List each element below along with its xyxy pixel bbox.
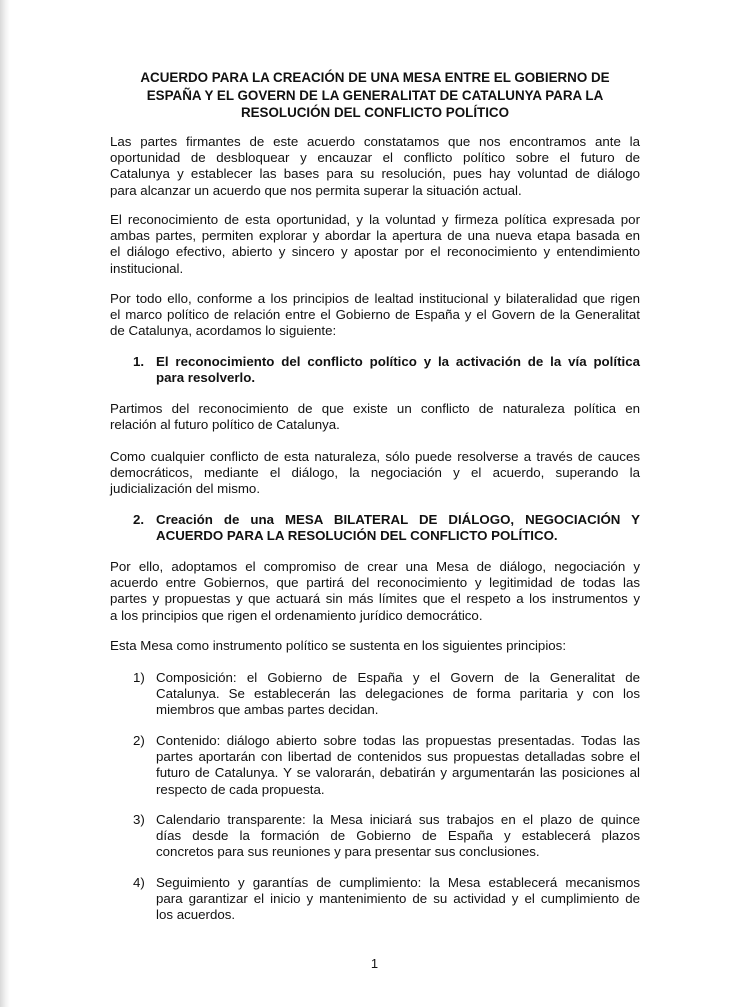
text-line: Composición: el Gobierno de España y el Govern de la Generalitat de [156,670,640,685]
title-line: ESPAÑA Y EL GOVERN DE LA GENERALITAT DE CATALUNYA PARA LA [146,87,604,103]
heading-line: ACUERDO PARA LA RESOLUCIÓN DEL CONFLICTO POLÍTICO. [156,528,558,544]
text-line: Contenido: diálogo abierto sobre todas las propuestas presentadas. Todas las [156,733,640,748]
section-1-paragraph-1 [110,401,640,433]
document-title [110,69,640,122]
text-line: el marco político de relación entre el Gobierno de España y el Govern de la Generalitat [110,307,640,323]
text-line: institucional. [110,260,184,276]
text-line: Las partes firmantes de este acuerdo constatamos que nos encontramos ante la [110,134,640,149]
intro-paragraph-3 [110,291,640,340]
principle-number: 4) [133,875,145,890]
text-line: Como cualquier conflicto de esta naturaleza, sólo puede resolverse a través de cauces [110,449,640,464]
principle-item-2 [133,733,640,798]
intro-paragraph-2 [110,212,640,277]
text-line: ambas partes, permiten explorar y abordar la apertura de una nueva etapa basada en [110,228,640,244]
heading-line: para resolverlo. [156,370,256,386]
text-line: Catalunya y establecer las bases para su resolución, pues hay voluntad de diálogo [110,166,640,182]
text-line: oportunidad de desbloquear y encauzar el conflicto político sobre el futuro de [110,150,640,166]
title-line: ACUERDO PARA LA CREACIÓN DE UNA MESA ENTRE EL GOBIERNO DE [140,70,610,85]
section-2-paragraph-2 [110,638,640,654]
text-line: los acuerdos. [156,907,236,923]
heading-line: El reconocimiento del conflicto político y la activación de la vía política [156,354,640,369]
principle-item-3 [133,812,640,861]
principle-number: 2) [133,733,145,748]
principle-item-4 [133,875,640,924]
text-line: a los principios que rigen el ordenamiento jurídico democrático. [110,607,483,623]
text-line: acuerdo entre Gobiernos, que partirá del reconocimiento y legitimidad de todas las [110,575,640,591]
section-2-paragraph-1 [110,559,640,624]
heading-line: Creación de una MESA BILATERAL DE DIÁLOGO, NEGOCIACIÓN Y [156,512,640,527]
text-line: Por ello, adoptamos el compromiso de crear una Mesa de diálogo, negociación y [110,559,640,574]
text-line: concretos para sus reuniones y para presentar sus conclusiones. [156,844,540,860]
text-line: de Catalunya, acordamos lo siguiente: [110,323,337,339]
text-line: Calendario transparente: la Mesa iniciará sus trabajos en el plazo de quince [156,812,640,827]
text-line: Por todo ello, conforme a los principios de lealtad institucional y bilateralidad que rigen [110,291,640,306]
page-edge-shadow [0,0,10,1007]
text-line: Catalunya. Se establecerán las delegaciones de forma paritaria y con los [156,686,640,702]
title-line: RESOLUCIÓN DEL CONFLICTO POLÍTICO [240,105,510,120]
text-line: partes y propuestas y que actuará sin más límites que el respeto a los instrumentos y [110,591,640,607]
section-1-paragraph-2 [110,449,640,498]
text-line: Seguimiento y garantías de cumplimiento: la Mesa establecerá mecanismos [156,875,640,890]
principle-number: 3) [133,812,145,827]
text-line: respecto de cada propuesta. [156,781,325,797]
text-line: para garantizar el inicio y mantenimiento de su actividad y el cumplimiento de [156,891,640,907]
text-line: futuro de Catalunya. Y se valorarán, debatirán y argumentarán las posiciones al [156,765,640,781]
principle-item-1 [133,670,640,719]
text-line: El reconocimiento de esta oportunidad, y la voluntad y firmeza política expresada por [110,212,640,227]
section-number: 2. [133,512,145,527]
text-line: para alcanzar un acuerdo que nos permita superar la situación actual. [110,182,522,198]
text-line: el diálogo efectivo, abierto y sincero y apostar por el reconocimiento y entendimiento [110,244,640,260]
text-line: democráticos, mediante el diálogo, la negociación y el acuerdo, superando la [110,465,640,481]
text-line: partes aportarán con libertad de contenidos sus propuestas detalladas sobre el [156,749,640,765]
principle-number: 1) [133,670,145,685]
intro-paragraph-1 [110,134,640,199]
page-number: 1 [370,956,379,971]
text-line: Esta Mesa como instrumento político se sustenta en los siguientes principios: [110,638,567,653]
section-number: 1. [133,354,145,369]
text-line: relación al futuro político de Catalunya. [110,417,340,433]
text-line: miembros que ambas partes decidan. [156,702,379,718]
section-2-heading [133,512,640,544]
section-1-heading [133,354,640,386]
text-line: Partimos del reconocimiento de que existe un conflicto de naturaleza política en [110,401,640,416]
text-line: días desde la formación de Gobierno de España y establecerá plazos [156,828,640,844]
text-line: judicialización del mismo. [110,481,261,497]
